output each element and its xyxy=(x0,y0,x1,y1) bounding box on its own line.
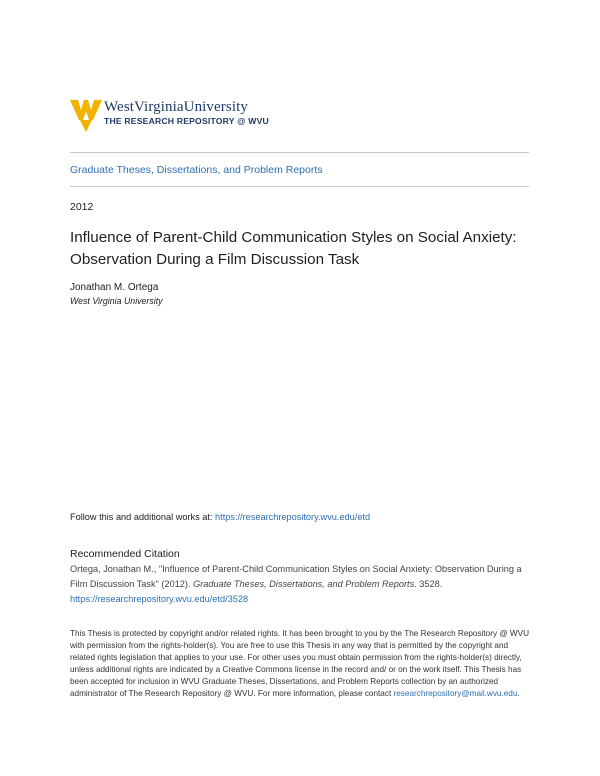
rights-end: . xyxy=(517,689,520,698)
repository-name: THE RESEARCH REPOSITORY @ WVU xyxy=(104,116,269,126)
university-name: WestVirginiaUniversity xyxy=(104,99,248,115)
thesis-title: Influence of Parent-Child Communication Styles on Social Anxiety: Observation During a Film Discussion Task xyxy=(70,229,517,268)
citation-series: Graduate Theses, Dissertations, and Problem Reports xyxy=(193,579,415,589)
contact-email-link[interactable]: researchrepository@mail.wvu.edu xyxy=(393,689,518,698)
divider-top xyxy=(70,152,529,153)
follow-line xyxy=(70,512,370,522)
wvu-logo[interactable] xyxy=(70,98,290,134)
rights-statement xyxy=(70,628,530,700)
citation-heading: Recommended Citation xyxy=(70,548,180,560)
citation-link[interactable]: https://researchrepository.wvu.edu/etd/3528 xyxy=(70,594,249,604)
flying-wv-icon xyxy=(70,98,102,132)
citation-main: Ortega, Jonathan M., "Influence of Parent-Child Communication Styles on Social Anxiety: Observation During a Film Discussion Task" (2012). xyxy=(70,564,522,589)
author-institution: West Virginia University xyxy=(70,296,163,306)
follow-text: Follow this and additional works at: xyxy=(70,512,216,522)
rights-text: This Thesis is protected by copyright and/or related rights. It has been brought to you by the The Research Repository @ WVU with permission from the rights-holder(s). You are free to use this Thesis in any way that is permitted by the copyright and related rights legislation that applies to your use. For other uses you must obtain permission from the rights-holder(s) directly, unless additional rights are indicated by a Creative Commons license in the record and/ or on the work itself. This Thesis has been accepted for inclusion in WVU Graduate Theses, Dissertations, and Problem Reports collection by an authorized administrator of The Research Repository @ WVU. For more information, please contact xyxy=(70,629,530,698)
citation-number: . 3528. xyxy=(414,579,443,589)
collection-link[interactable]: Graduate Theses, Dissertations, and Problem Reports xyxy=(70,164,323,176)
publication-year: 2012 xyxy=(70,201,94,213)
author-name: Jonathan M. Ortega xyxy=(70,282,159,293)
follow-link[interactable]: https://researchrepository.wvu.edu/etd xyxy=(215,512,371,522)
citation-text xyxy=(70,562,530,607)
divider-bottom xyxy=(70,186,529,187)
